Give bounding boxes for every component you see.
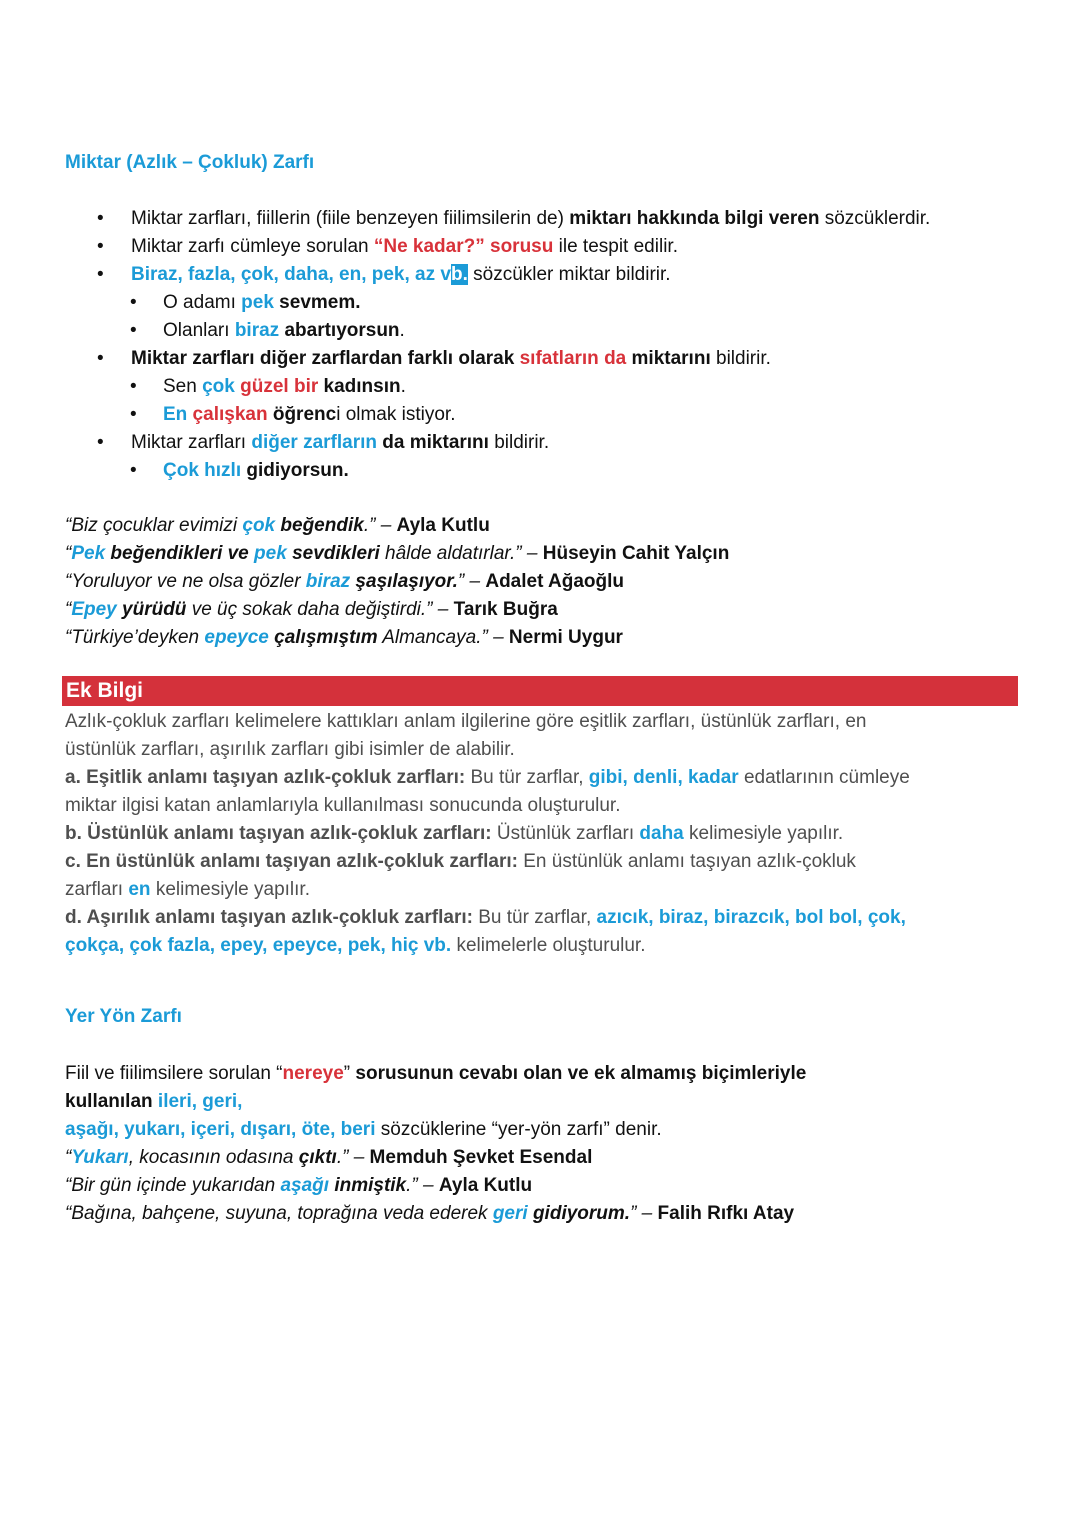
text: Miktar zarfı cümleye sorulan bbox=[131, 236, 374, 257]
quote-keyword: aşağı bbox=[280, 1175, 330, 1196]
quote-text-bold: beğendikleri ve bbox=[105, 543, 255, 564]
text-bold-red: sıfatların da bbox=[519, 348, 627, 369]
quote-keyword: geri bbox=[492, 1203, 528, 1224]
ek-paragraph-line: üstünlük zarfları, aşırılık zarfları gibi isimler de alabilir. bbox=[65, 739, 515, 760]
ek-paragraph-line: miktar ilgisi katan anlamlarıyla kullanılması sonucunda oluşturulur. bbox=[65, 795, 621, 816]
text-bold: gidiyorsun. bbox=[241, 460, 349, 481]
yer-paragraph-line bbox=[65, 1091, 242, 1113]
text: En üstünlük anlamı taşıyan azlık-çokluk bbox=[517, 851, 856, 872]
ek-paragraph-line bbox=[65, 935, 646, 957]
ek-bilgi-banner: Ek Bilgi bbox=[62, 676, 1018, 706]
quote-line bbox=[65, 1203, 794, 1225]
text-bold: Miktar zarfları diğer zarflardan farklı olarak bbox=[131, 348, 520, 369]
list-item bbox=[131, 264, 671, 286]
example-item bbox=[163, 292, 361, 314]
list-item bbox=[131, 236, 678, 258]
text-bold: kullanılan bbox=[65, 1091, 153, 1112]
text-bold: da miktarını bbox=[377, 432, 489, 453]
bullet-dot: • bbox=[97, 236, 104, 257]
quote-text-bold: beğendik bbox=[275, 515, 364, 536]
ek-item-a bbox=[65, 767, 910, 789]
list-item bbox=[131, 208, 930, 230]
quote-text-bold: inmiştik bbox=[334, 1175, 407, 1196]
quote-text-bold: çalışmıştım bbox=[268, 627, 378, 648]
quote-text-bold: çıktı bbox=[298, 1147, 337, 1168]
bullet-dot: • bbox=[130, 320, 137, 341]
quote-line bbox=[65, 627, 623, 649]
text-bold-blue: aşağı, yukarı, içeri, dışarı, öte, beri bbox=[65, 1119, 376, 1140]
text-bold: kadınsın bbox=[318, 376, 401, 397]
text: edatlarının cümleye bbox=[738, 767, 910, 788]
text-bold-blue: Çok hızlı bbox=[163, 460, 242, 481]
text-selection-highlight: b. bbox=[450, 264, 468, 285]
text-bold-red: “Ne kadar?” sorusu bbox=[373, 236, 554, 257]
quote-text: .” – bbox=[336, 1147, 370, 1168]
text: ile tespit edilir. bbox=[553, 236, 678, 257]
text: i olmak istiyor. bbox=[336, 404, 456, 425]
text-bold-blue: Biraz, fazla, çok, daha, en, pek, az v bbox=[131, 264, 451, 285]
quote-text: , kocasının odasına bbox=[128, 1147, 299, 1168]
quote-text: hâlde aldatırlar.” – bbox=[379, 543, 543, 564]
text-bold-blue: biraz bbox=[234, 320, 280, 341]
quote-line bbox=[65, 599, 558, 621]
example-item bbox=[163, 320, 405, 342]
quote-line bbox=[65, 1175, 532, 1197]
bullet-dot: • bbox=[130, 376, 137, 397]
quote-text-bold: gidiyorum. bbox=[532, 1203, 631, 1224]
quote-text-bold: şaşılaşıyor. bbox=[350, 571, 458, 592]
quote-text: “ bbox=[65, 1147, 72, 1168]
quote-text: “Bir gün içinde yukarıdan bbox=[65, 1175, 281, 1196]
quote-text: ve üç sokak daha değiştirdi.” – bbox=[186, 599, 454, 620]
text-bold: abartıyorsun bbox=[279, 320, 400, 341]
list-item bbox=[131, 432, 549, 454]
quote-line bbox=[65, 571, 624, 593]
quote-line bbox=[65, 515, 490, 537]
section-heading-yer-yon: Yer Yön Zarfı bbox=[65, 1006, 182, 1027]
text: zarfları bbox=[65, 879, 129, 900]
quote-author: Falih Rıfkı Atay bbox=[657, 1203, 795, 1224]
quote-text: ” – bbox=[457, 571, 486, 592]
quote-author: Adalet Ağaoğlu bbox=[485, 571, 624, 592]
text-bold-red: güzel bir bbox=[234, 376, 319, 397]
text: bildirir. bbox=[488, 432, 550, 453]
quote-author: Tarık Buğra bbox=[453, 599, 558, 620]
ek-label: c. En üstünlük anlamı taşıyan azlık-çokluk zarfları: bbox=[65, 851, 518, 872]
text: sözcüklerine “yer-yön zarfı” denir. bbox=[375, 1119, 662, 1140]
quote-text: “ bbox=[65, 543, 72, 564]
ek-label: d. Aşırılık anlamı taşıyan azlık-çokluk zarfları: bbox=[65, 907, 473, 928]
text: Olanları bbox=[163, 320, 235, 341]
text: Miktar zarfları, fiillerin (fiile benzeyen fiilimsilerin de) bbox=[131, 208, 570, 229]
text-bold-red: çalışkan bbox=[187, 404, 268, 425]
ek-item-c bbox=[65, 851, 856, 873]
ek-paragraph-line bbox=[65, 879, 310, 901]
ek-label: b. Üstünlük anlamı taşıyan azlık-çokluk zarfları: bbox=[65, 823, 492, 844]
text: O adamı bbox=[163, 292, 242, 313]
quote-text: “Türkiye’deyken bbox=[65, 627, 205, 648]
quote-text: “Yoruluyor ve ne olsa gözler bbox=[65, 571, 306, 592]
quote-author: Hüseyin Cahit Yalçın bbox=[542, 543, 730, 564]
quote-text: “Bağına, bahçene, suyuna, toprağına veda ederek bbox=[65, 1203, 493, 1224]
bullet-dot: • bbox=[97, 208, 104, 229]
quote-text-bold: yürüdü bbox=[116, 599, 187, 620]
text: sözcüklerdir. bbox=[819, 208, 931, 229]
yer-paragraph-line bbox=[65, 1119, 662, 1141]
text-bold-blue: daha bbox=[639, 823, 684, 844]
quote-keyword: çok bbox=[242, 515, 276, 536]
text-bold-blue: azıcık, biraz, birazcık, bol bol, çok, bbox=[596, 907, 906, 928]
text-bold-blue: çokça, çok fazla, epey, epeyce, pek, hiç vb. bbox=[65, 935, 452, 956]
text: ” bbox=[343, 1063, 356, 1084]
text: Bu tür zarflar, bbox=[472, 907, 597, 928]
quote-author: Memduh Şevket Esendal bbox=[369, 1147, 593, 1168]
text: Sen bbox=[163, 376, 203, 397]
bullet-dot: • bbox=[130, 292, 137, 313]
quote-text: “ bbox=[65, 599, 72, 620]
text-bold-blue: diğer zarfların bbox=[251, 432, 378, 453]
yer-paragraph-line bbox=[65, 1063, 806, 1085]
text: . bbox=[400, 376, 406, 397]
quote-keyword: Pek bbox=[71, 543, 106, 564]
text: bildirir. bbox=[710, 348, 771, 369]
text-bold: miktarını bbox=[626, 348, 711, 369]
bullet-dot: • bbox=[97, 264, 104, 285]
text-bold: miktarı hakkında bilgi veren bbox=[569, 208, 820, 229]
quote-text: “Biz çocuklar evimizi bbox=[65, 515, 243, 536]
bullet-dot: • bbox=[97, 348, 104, 369]
example-item bbox=[163, 460, 349, 482]
ek-item-d bbox=[65, 907, 906, 929]
text: Üstünlük zarfları bbox=[491, 823, 640, 844]
quote-keyword: pek bbox=[254, 543, 287, 564]
text: . bbox=[399, 320, 405, 341]
ek-item-b bbox=[65, 823, 843, 845]
text: Bu tür zarflar, bbox=[465, 767, 589, 788]
text-bold-blue: ileri, geri, bbox=[152, 1091, 243, 1112]
quote-text: Almancaya.” – bbox=[377, 627, 509, 648]
text-bold: öğrenc bbox=[267, 404, 337, 425]
ek-paragraph-line: Azlık-çokluk zarfları kelimelere kattıkları anlam ilgilerine göre eşitlik zarfları, üstünlük zarfları, en bbox=[65, 711, 867, 732]
text: kelimelerle oluşturulur. bbox=[451, 935, 646, 956]
text-bold-blue: En bbox=[163, 404, 188, 425]
quote-keyword: Yukarı bbox=[71, 1147, 129, 1168]
text: kelimesiyle yapılır. bbox=[683, 823, 844, 844]
quote-author: Ayla Kutlu bbox=[396, 515, 490, 536]
quote-text: .” – bbox=[406, 1175, 439, 1196]
quote-author: Nermi Uygur bbox=[508, 627, 623, 648]
text-bold-red: nereye bbox=[282, 1063, 344, 1084]
text-bold-blue: gibi, denli, kadar bbox=[588, 767, 739, 788]
bullet-dot: • bbox=[97, 432, 104, 453]
example-item bbox=[163, 404, 456, 426]
quote-keyword: epeyce bbox=[204, 627, 269, 648]
bullet-dot: • bbox=[130, 460, 137, 481]
text-bold-blue: en bbox=[128, 879, 151, 900]
example-item bbox=[163, 376, 406, 398]
text-bold: sevmem. bbox=[273, 292, 361, 313]
quote-author: Ayla Kutlu bbox=[438, 1175, 533, 1196]
quote-line bbox=[65, 543, 729, 565]
quote-line bbox=[65, 1147, 592, 1169]
quote-keyword: biraz bbox=[305, 571, 351, 592]
text-bold: sorusunun cevabı olan ve ek almamış biçimleriyle bbox=[355, 1063, 807, 1084]
list-item bbox=[131, 348, 771, 370]
text: Miktar zarfları bbox=[131, 432, 252, 453]
quote-text: ” – bbox=[630, 1203, 658, 1224]
section-heading-miktar: Miktar (Azlık – Çokluk) Zarfı bbox=[65, 152, 315, 173]
bullet-dot: • bbox=[130, 404, 137, 425]
text: kelimesiyle yapılır. bbox=[150, 879, 310, 900]
quote-keyword: Epey bbox=[71, 599, 117, 620]
ek-label: a. Eşitlik anlamı taşıyan azlık-çokluk zarfları: bbox=[65, 767, 466, 788]
quote-text-bold: sevdikleri bbox=[286, 543, 380, 564]
text: Fiil ve fiilimsilere sorulan “ bbox=[65, 1063, 283, 1084]
text-bold-blue: çok bbox=[202, 376, 235, 397]
quote-text: .” – bbox=[363, 515, 397, 536]
text-bold-blue: pek bbox=[241, 292, 274, 313]
text: sözcükler miktar bildirir. bbox=[467, 264, 671, 285]
